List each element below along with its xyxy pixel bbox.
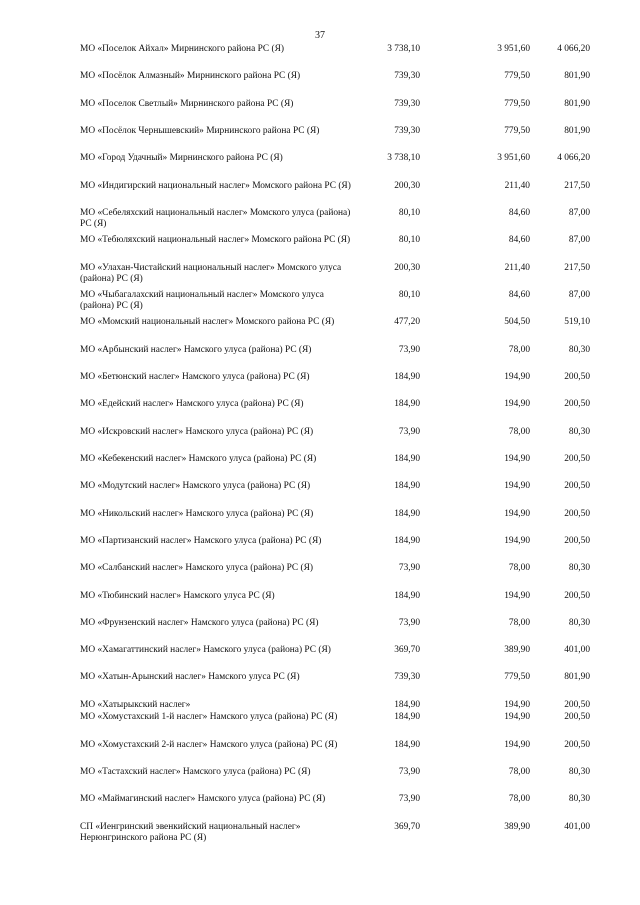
table-row	[0, 44, 640, 74]
amount-col-3: 217,50	[564, 181, 590, 191]
amount-col-1: 200,30	[394, 263, 420, 273]
municipality-name: МО «Тебюляхский национальный наслег» Момского района РС (Я)	[80, 235, 351, 245]
table-row	[0, 509, 640, 539]
table-row	[0, 740, 640, 770]
amount-col-1: 80,10	[398, 235, 420, 245]
municipality-name: МО «Себеляхский национальный наслег» Момского улуса (района) РС (Я)	[80, 208, 351, 229]
table-row	[0, 591, 640, 621]
table-row	[0, 317, 640, 347]
amount-col-3: 87,00	[568, 235, 590, 245]
municipality-name: МО «Хатын-Арынский наслег» Намского улуса РС (Я)	[80, 672, 300, 682]
amount-col-2: 3 951,60	[497, 44, 530, 54]
municipality-name: МО «Искровский наслег» Намского улуса (района) РС (Я)	[80, 427, 314, 437]
amount-col-3: 200,50	[564, 700, 590, 710]
municipality-name: МО «Индигирский национальный наслег» Момского района РС (Я)	[80, 181, 351, 191]
amount-col-1: 184,90	[394, 454, 420, 464]
amount-col-3: 80,30	[568, 345, 590, 355]
municipality-name: МО «Хамагаттинский наслег» Намского улуса (района) РС (Я)	[80, 645, 331, 655]
amount-col-3: 801,90	[564, 71, 590, 81]
table-row	[0, 345, 640, 375]
amount-col-1: 3 738,10	[387, 153, 420, 163]
amount-col-1: 739,30	[394, 71, 420, 81]
amount-col-1: 184,90	[394, 591, 420, 601]
amount-col-2: 194,90	[504, 740, 530, 750]
municipality-name: МО «Хомустахский 2-й наслег» Намского улуса (района) РС (Я)	[80, 740, 338, 750]
table-row	[0, 481, 640, 511]
amount-col-2: 779,50	[504, 672, 530, 682]
table-row	[0, 181, 640, 211]
amount-col-3: 200,50	[564, 509, 590, 519]
municipality-name: МО «Салбанский наслег» Намского улуса (района) РС (Я)	[80, 563, 314, 573]
amount-col-1: 73,90	[398, 563, 420, 573]
amount-col-1: 184,90	[394, 712, 420, 722]
municipality-name: МО «Чыбагалахский национальный наслег» Момского улуса (района) РС (Я)	[80, 290, 324, 311]
amount-col-3: 4 066,20	[557, 153, 590, 163]
amount-col-3: 200,50	[564, 372, 590, 382]
municipality-name: МО «Хатырыкский наслег»	[80, 700, 191, 710]
amount-col-3: 200,50	[564, 591, 590, 601]
municipality-name: МО «Фрунзенский наслег» Намского улуса (района) РС (Я)	[80, 618, 319, 628]
table-row	[0, 71, 640, 101]
amount-col-1: 73,90	[398, 767, 420, 777]
amount-col-3: 801,90	[564, 672, 590, 682]
amount-col-2: 84,60	[508, 208, 530, 218]
amount-col-2: 779,50	[504, 71, 530, 81]
table-row	[0, 712, 640, 742]
amount-col-2: 78,00	[508, 767, 530, 777]
municipality-name: МО «Кебекенский наслег» Намского улуса (района) РС (Я)	[80, 454, 317, 464]
municipality-name: МО «Поселок Айхал» Мирнинского района РС (Я)	[80, 44, 284, 54]
amount-col-3: 87,00	[568, 290, 590, 300]
amount-col-2: 194,90	[504, 372, 530, 382]
amount-col-2: 3 951,60	[497, 153, 530, 163]
amount-col-2: 194,90	[504, 509, 530, 519]
amount-col-3: 80,30	[568, 563, 590, 573]
table-row	[0, 618, 640, 648]
table-row	[0, 235, 640, 265]
table-row	[0, 263, 640, 293]
municipality-name: МО «Посёлок Алмазный» Мирнинского района РС (Я)	[80, 71, 301, 81]
municipality-name: МО «Маймагинский наслег» Намского улуса (района) РС (Я)	[80, 794, 326, 804]
amount-col-1: 184,90	[394, 509, 420, 519]
amount-col-3: 80,30	[568, 767, 590, 777]
amount-col-3: 4 066,20	[557, 44, 590, 54]
table-row	[0, 645, 640, 675]
amount-col-1: 80,10	[398, 208, 420, 218]
municipality-name: МО «Никольский наслег» Намского улуса (района) РС (Я)	[80, 509, 314, 519]
amount-col-2: 194,90	[504, 536, 530, 546]
table-row	[0, 290, 640, 320]
amount-col-2: 78,00	[508, 427, 530, 437]
amount-col-2: 779,50	[504, 126, 530, 136]
amount-col-2: 84,60	[508, 290, 530, 300]
amount-col-1: 184,90	[394, 536, 420, 546]
table-row	[0, 126, 640, 156]
amount-col-1: 80,10	[398, 290, 420, 300]
amount-col-2: 504,50	[504, 317, 530, 327]
municipality-name: МО «Едейский наслег» Намского улуса (района) РС (Я)	[80, 399, 304, 409]
table-row	[0, 427, 640, 457]
municipality-name: МО «Арбынский наслег» Намского улуса (района) РС (Я)	[80, 345, 312, 355]
amount-col-3: 401,00	[564, 822, 590, 832]
municipality-name: МО «Поселок Светлый» Мирнинского района РС (Я)	[80, 99, 294, 109]
amount-col-1: 200,30	[394, 181, 420, 191]
amount-col-1: 73,90	[398, 618, 420, 628]
amount-col-3: 200,50	[564, 740, 590, 750]
amount-col-1: 184,90	[394, 700, 420, 710]
table-row	[0, 672, 640, 702]
table-row	[0, 99, 640, 129]
amount-col-2: 194,90	[504, 700, 530, 710]
amount-col-3: 200,50	[564, 399, 590, 409]
municipality-name: МО «Город Удачный» Мирнинского района РС (Я)	[80, 153, 283, 163]
amount-col-3: 217,50	[564, 263, 590, 273]
amount-col-1: 73,90	[398, 345, 420, 355]
amount-col-2: 78,00	[508, 563, 530, 573]
amount-col-3: 801,90	[564, 126, 590, 136]
amount-col-1: 3 738,10	[387, 44, 420, 54]
table-row	[0, 822, 640, 852]
table-row	[0, 454, 640, 484]
municipality-name: МО «Момский национальный наслег» Момского района РС (Я)	[80, 317, 335, 327]
amount-col-1: 739,30	[394, 99, 420, 109]
amount-col-2: 84,60	[508, 235, 530, 245]
amount-col-2: 78,00	[508, 345, 530, 355]
amount-col-3: 80,30	[568, 794, 590, 804]
amount-col-1: 369,70	[394, 645, 420, 655]
amount-col-2: 389,90	[504, 645, 530, 655]
amount-col-3: 200,50	[564, 712, 590, 722]
amount-col-1: 477,20	[394, 317, 420, 327]
amount-col-2: 211,40	[504, 263, 530, 273]
amount-col-3: 801,90	[564, 99, 590, 109]
table-row	[0, 767, 640, 797]
municipality-name: МО «Бетюнский наслег» Намского улуса (района) РС (Я)	[80, 372, 310, 382]
amount-col-3: 200,50	[564, 481, 590, 491]
municipality-name: МО «Партизанский наслег» Намского улуса (района) РС (Я)	[80, 536, 322, 546]
amount-col-2: 389,90	[504, 822, 530, 832]
amount-col-1: 184,90	[394, 481, 420, 491]
amount-col-2: 78,00	[508, 794, 530, 804]
amount-col-1: 73,90	[398, 794, 420, 804]
table-row	[0, 794, 640, 824]
amount-col-3: 80,30	[568, 427, 590, 437]
amount-col-1: 73,90	[398, 427, 420, 437]
page-number: 37	[315, 30, 325, 41]
amount-col-2: 194,90	[504, 399, 530, 409]
amount-col-3: 401,00	[564, 645, 590, 655]
amount-col-2: 779,50	[504, 99, 530, 109]
amount-col-2: 194,90	[504, 481, 530, 491]
municipality-name: МО «Модутский наслег» Намского улуса (района) РС (Я)	[80, 481, 311, 491]
amount-col-1: 739,30	[394, 126, 420, 136]
municipality-name: СП «Иенгринский эвенкийский национальный наслег» Нерюнгринского района РС (Я)	[80, 822, 301, 843]
amount-col-2: 194,90	[504, 712, 530, 722]
amount-col-1: 184,90	[394, 399, 420, 409]
amount-col-1: 369,70	[394, 822, 420, 832]
amount-col-3: 519,10	[564, 317, 590, 327]
amount-col-2: 194,90	[504, 591, 530, 601]
amount-col-3: 87,00	[568, 208, 590, 218]
table-row	[0, 372, 640, 402]
table-row	[0, 399, 640, 429]
amount-col-2: 211,40	[504, 181, 530, 191]
table-row	[0, 153, 640, 183]
municipality-name: МО «Посёлок Чернышевский» Мирнинского района РС (Я)	[80, 126, 320, 136]
amount-col-3: 200,50	[564, 536, 590, 546]
table-row	[0, 208, 640, 238]
table-row	[0, 536, 640, 566]
amount-col-1: 739,30	[394, 672, 420, 682]
amount-col-1: 184,90	[394, 372, 420, 382]
table-row	[0, 563, 640, 593]
amount-col-2: 194,90	[504, 454, 530, 464]
municipality-name: МО «Тюбинский наслег» Намского улуса РС (Я)	[80, 591, 275, 601]
municipality-name: МО «Тастахский наслег» Намского улуса (района) РС (Я)	[80, 767, 311, 777]
amount-col-2: 78,00	[508, 618, 530, 628]
amount-col-3: 200,50	[564, 454, 590, 464]
amount-col-1: 184,90	[394, 740, 420, 750]
amount-col-3: 80,30	[568, 618, 590, 628]
municipality-name: МО «Хомустахский 1-й наслег» Намского улуса (района) РС (Я)	[80, 712, 338, 722]
municipality-name: МО «Улахан-Чистайский национальный наслег» Момского улуса (района) РС (Я)	[80, 263, 342, 284]
